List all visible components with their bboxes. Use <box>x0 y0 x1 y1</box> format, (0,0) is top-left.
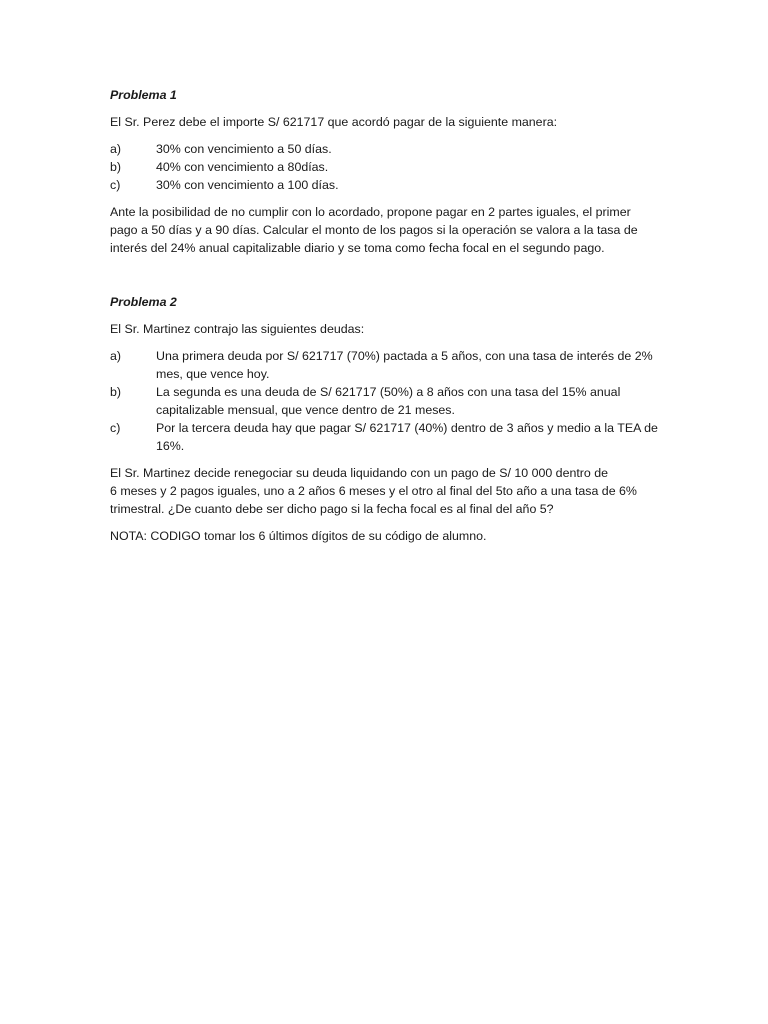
document-page <box>110 86 660 554</box>
problem-2-note: NOTA: CODIGO tomar los 6 últimos dígitos de su código de alumno. <box>110 529 487 543</box>
section-spacer <box>110 266 660 293</box>
list-marker: b) <box>110 385 122 399</box>
problem-1-body: Ante la posibilidad de no cumplir con lo acordado, propone pagar en 2 partes iguales, el primer pago a 50 días y a 90 días. Calcular el monto de los pagos si la operación se valora a la tasa de interés del 24% anual capitalizable diario y se toma como fecha focal en el segundo pago. <box>110 205 638 255</box>
list-marker: b) <box>110 160 122 174</box>
list-item-text: 30% con vencimiento a 100 días. <box>156 178 339 192</box>
problem-2-heading: Problema 2 <box>110 295 177 309</box>
list-item-text: 30% con vencimiento a 50 días. <box>156 142 332 156</box>
problem-2-intro: El Sr. Martinez contrajo las siguientes deudas: <box>110 322 365 336</box>
list-item-text: La segunda es una deuda de S/ 621717 (50%) a 8 años con una tasa del 15% anual capitalizable mensual, que vence dentro de 21 meses. <box>156 385 621 417</box>
list-item <box>110 176 660 194</box>
list-marker: c) <box>110 178 121 192</box>
problem-1-heading: Problema 1 <box>110 88 177 102</box>
problem-2-body: El Sr. Martinez decide renegociar su deuda liquidando con un pago de S/ 10 000 dentro de 6 meses y 2 pagos iguales, uno a 2 años 6 meses y el otro al final del 5to año a una tasa de 6% trimestral. ¿De cuanto debe ser dicho pago si la fecha focal es al final del año 5? <box>110 466 637 516</box>
list-item-text: 40% con vencimiento a 80días. <box>156 160 329 174</box>
list-item <box>110 347 660 383</box>
problem-1-section <box>110 86 660 257</box>
problem-2-section <box>110 293 660 545</box>
problem-1-intro: El Sr. Perez debe el importe S/ 621717 que acordó pagar de la siguiente manera: <box>110 115 558 129</box>
list-item <box>110 158 660 176</box>
list-item <box>110 419 660 455</box>
problem-2-list <box>110 347 660 455</box>
list-marker: a) <box>110 142 122 156</box>
list-item <box>110 140 660 158</box>
list-item-text: Por la tercera deuda hay que pagar S/ 621717 (40%) dentro de 3 años y medio a la TEA de 16%. <box>156 421 658 453</box>
list-marker: c) <box>110 421 121 435</box>
list-item-text: Una primera deuda por S/ 621717 (70%) pactada a 5 años, con una tasa de interés de 2% mes, que vence hoy. <box>156 349 653 381</box>
list-item <box>110 383 660 419</box>
problem-1-list <box>110 140 660 194</box>
list-marker: a) <box>110 349 122 363</box>
